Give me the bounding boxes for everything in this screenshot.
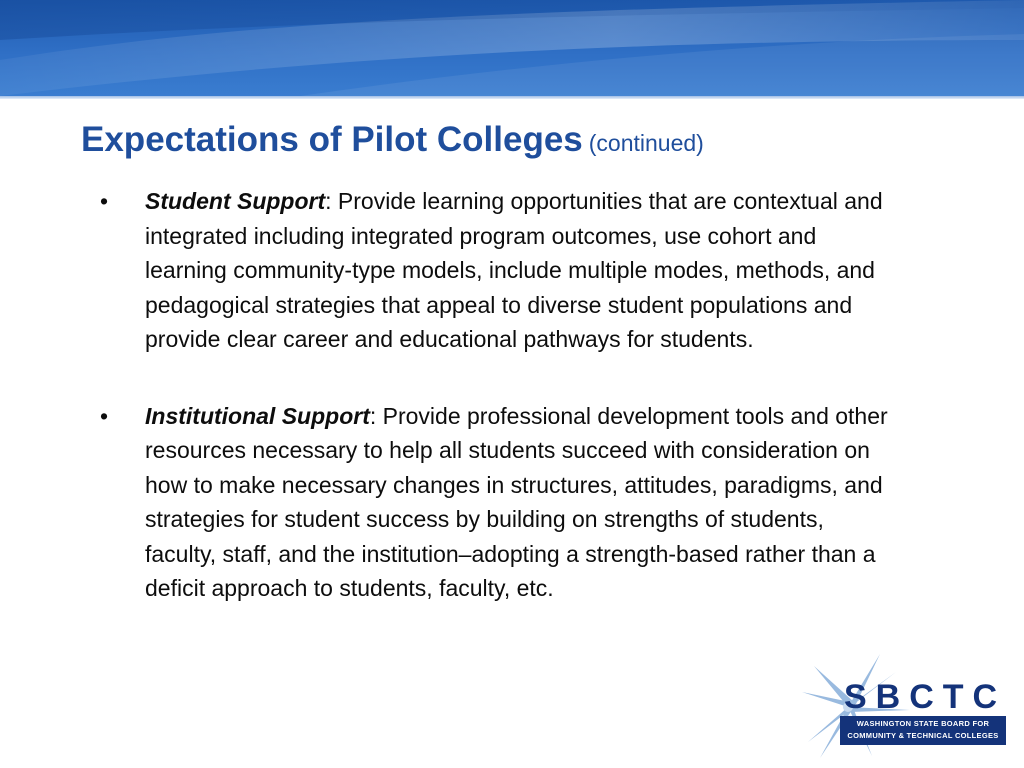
sbctc-logo (800, 652, 1010, 752)
logo-tagline-line1: WASHINGTON STATE BOARD FOR (856, 719, 990, 728)
logo-tagline-box (840, 716, 1006, 745)
page-title (81, 120, 704, 160)
bullet-item-institutional-support (100, 399, 900, 606)
logo-letters: SBCTC (844, 678, 1007, 716)
bullet-heading: Student Support (145, 188, 326, 214)
bullet-text: : Provide learning opportunities that are contextual and integrated including integrated program outcomes, use cohort and learning community-type models, include multiple modes, methods, and pedagogical strategies that appeal to diverse student populations and provide clear career and educational pathways for students. (145, 188, 883, 352)
bullet-dot: • (100, 188, 109, 214)
bullet-list (100, 184, 900, 648)
bullet-text: : Provide professional development tools and other resources necessary to help all students succeed with consideration on how to make necessary changes in structures, attitudes, paradigms, and strategies for student success by building on strengths of students, faculty, staff, and the institution–adopting a strength-based rather than a deficit approach to students, faculty, etc. (145, 402, 888, 601)
header-band (0, 0, 1024, 96)
bullet-item-student-support (100, 184, 900, 357)
header-band-edge (0, 96, 1024, 99)
bullet-heading: Institutional Support (145, 402, 370, 429)
bullet-dot: • (100, 402, 109, 429)
title-main: Expectations of Pilot Colleges (81, 120, 583, 159)
logo-tagline-line2: COMMUNITY & TECHNICAL COLLEGES (847, 731, 999, 740)
title-suffix: (continued) (588, 130, 704, 156)
header-swoosh (0, 0, 1024, 96)
